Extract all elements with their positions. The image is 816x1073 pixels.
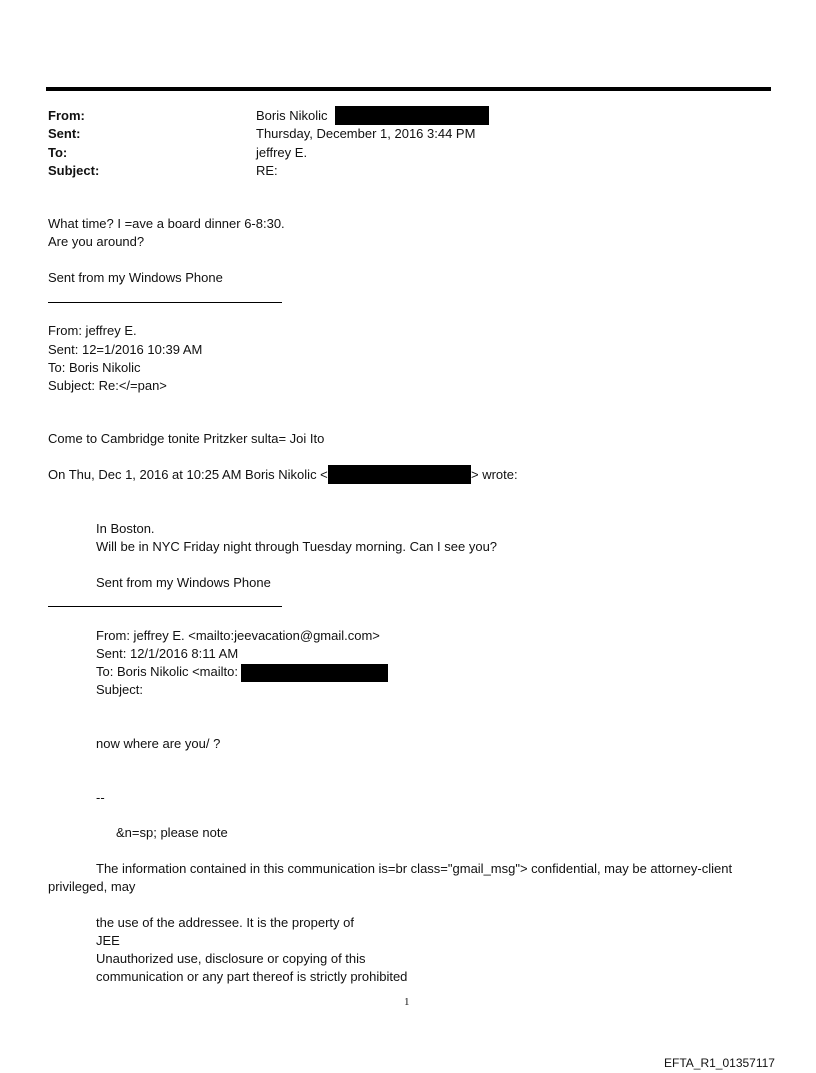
- disclaimer-line: The information contained in this communication is=br class="gmail_msg"> confidential, may be attorney-client: [96, 861, 733, 876]
- quoted-to: To: Boris Nikolic: [48, 360, 141, 375]
- from-value: Boris Nikolic: [256, 108, 328, 123]
- body-line: now where are you/ ?: [96, 736, 221, 751]
- body-line: Come to Cambridge tonite Pritzker sulta= Joi Ito: [48, 431, 325, 446]
- separator-line: [48, 302, 282, 303]
- disclaimer-line: communication or any part thereof is strictly prohibited: [96, 969, 408, 984]
- quoted-from: From: jeffrey E. <mailto:jeevacation@gmail.com>: [96, 628, 380, 643]
- page-number: 1: [404, 996, 410, 1008]
- to-label: To:: [48, 145, 68, 160]
- quoted-to: To: Boris Nikolic <mailto:: [96, 664, 238, 679]
- sent-label: Sent:: [48, 126, 81, 141]
- disclaimer-line: JEE: [96, 933, 120, 948]
- wrote-prefix: On Thu, Dec 1, 2016 at 10:25 AM Boris Nikolic <: [48, 467, 328, 482]
- indented-line: Will be in NYC Friday night through Tuesday morning. Can I see you?: [96, 539, 498, 554]
- disclaimer-line: the use of the addressee. It is the property of: [96, 915, 354, 930]
- quoted-from: From: jeffrey E.: [48, 323, 137, 338]
- document-id: EFTA_R1_01357117: [664, 1056, 775, 1070]
- wrote-suffix: > wrote:: [471, 467, 518, 482]
- header-rule: [46, 87, 771, 91]
- note-line: &n=sp; please note: [116, 825, 228, 840]
- disclaimer-line: privileged, may: [48, 879, 136, 894]
- quoted-subject: Subject:: [96, 682, 143, 697]
- subject-label: Subject:: [48, 163, 100, 178]
- to-value: jeffrey E.: [256, 145, 308, 160]
- indented-line: In Boston.: [96, 521, 155, 536]
- disclaimer-line: Unauthorized use, disclosure or copying of this: [96, 951, 366, 966]
- redaction-block: [241, 664, 388, 682]
- signature: Sent from my Windows Phone: [48, 270, 223, 285]
- quoted-sent: Sent: 12=1/2016 10:39 AM: [48, 342, 203, 357]
- redaction-block: [328, 465, 471, 484]
- body-line: What time? I =ave a board dinner 6-8:30.: [48, 216, 285, 231]
- signature: Sent from my Windows Phone: [96, 575, 271, 590]
- quoted-subject: Subject: Re:</=pan>: [48, 378, 167, 393]
- separator-line: [48, 606, 282, 607]
- redaction-block: [335, 106, 489, 125]
- body-line: Are you around?: [48, 234, 145, 249]
- from-label: From:: [48, 108, 85, 123]
- subject-value: RE:: [256, 163, 278, 178]
- signature-dashes: --: [96, 790, 105, 805]
- sent-value: Thursday, December 1, 2016 3:44 PM: [256, 126, 476, 141]
- quoted-sent: Sent: 12/1/2016 8:11 AM: [96, 646, 239, 661]
